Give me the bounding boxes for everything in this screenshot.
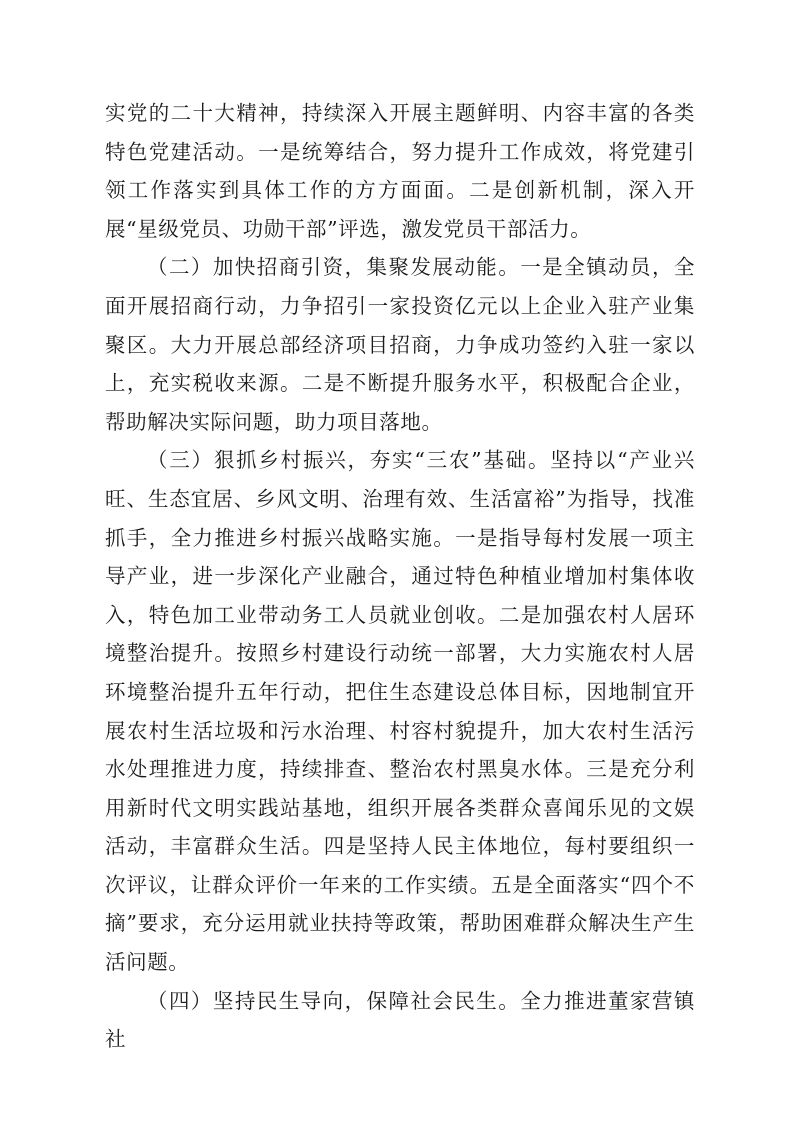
paragraph-investment: （二）加快招商引资，集聚发展动能。一是全镇动员，全面开展招商行动，力争招引一家投资亿元以上企业入驻产业集聚区。大力开展总部经济项目招商，力争成功签约入驻一家以上，充实税收来源。二是不断提升服务水平，积极配合企业，帮助解决实际问题，助力项目落地。 bbox=[105, 255, 695, 434]
paragraph-rural-revitalization: （三）狠抓乡村振兴，夯实“三农”基础。坚持以“产业兴旺、生态宜居、乡风文明、治理有效、生活富裕”为指导，找准抓手，全力推进乡村振兴战略实施。一是指导每村发展一项主导产业，进一步深化产业融合，通过特色种植业增加村集体收入，特色加工业带动务工人员就业创收。二是加强农村人居环境整治提升。按照乡村建设行动统一部署，大力实施农村人居环境整治提升五年行动，把住生态建设总体目标，因地制宜开展农村生活垃圾和污水治理、村容村貌提升，加大农村生活污水处理推进力度，持续排查、整治农村黑臭水体。三是充分利用新时代文明实践站基地，组织开展各类群众喜闻乐见的文娱活动，丰富群众生活。四是坚持人民主体地位，每村要组织一次评议，让群众评价一年来的工作实绩。五是全面落实“四个不摘”要求，充分运用就业扶持等政策，帮助困难群众解决生产生活问题。 bbox=[105, 448, 695, 975]
paragraph-continuation: 实党的二十大精神，持续深入开展主题鲜明、内容丰富的各类特色党建活动。一是统筹结合，努力提升工作成效，将党建引领工作落实到具体工作的方方面面。二是创新机制，深入开展“星级党员、功勋干部”评选，激发党员干部活力。 bbox=[105, 101, 695, 241]
document-body bbox=[105, 94, 695, 1059]
paragraph-livelihood: （四）坚持民生导向，保障社会民生。全力推进董家营镇社 bbox=[105, 988, 695, 1052]
